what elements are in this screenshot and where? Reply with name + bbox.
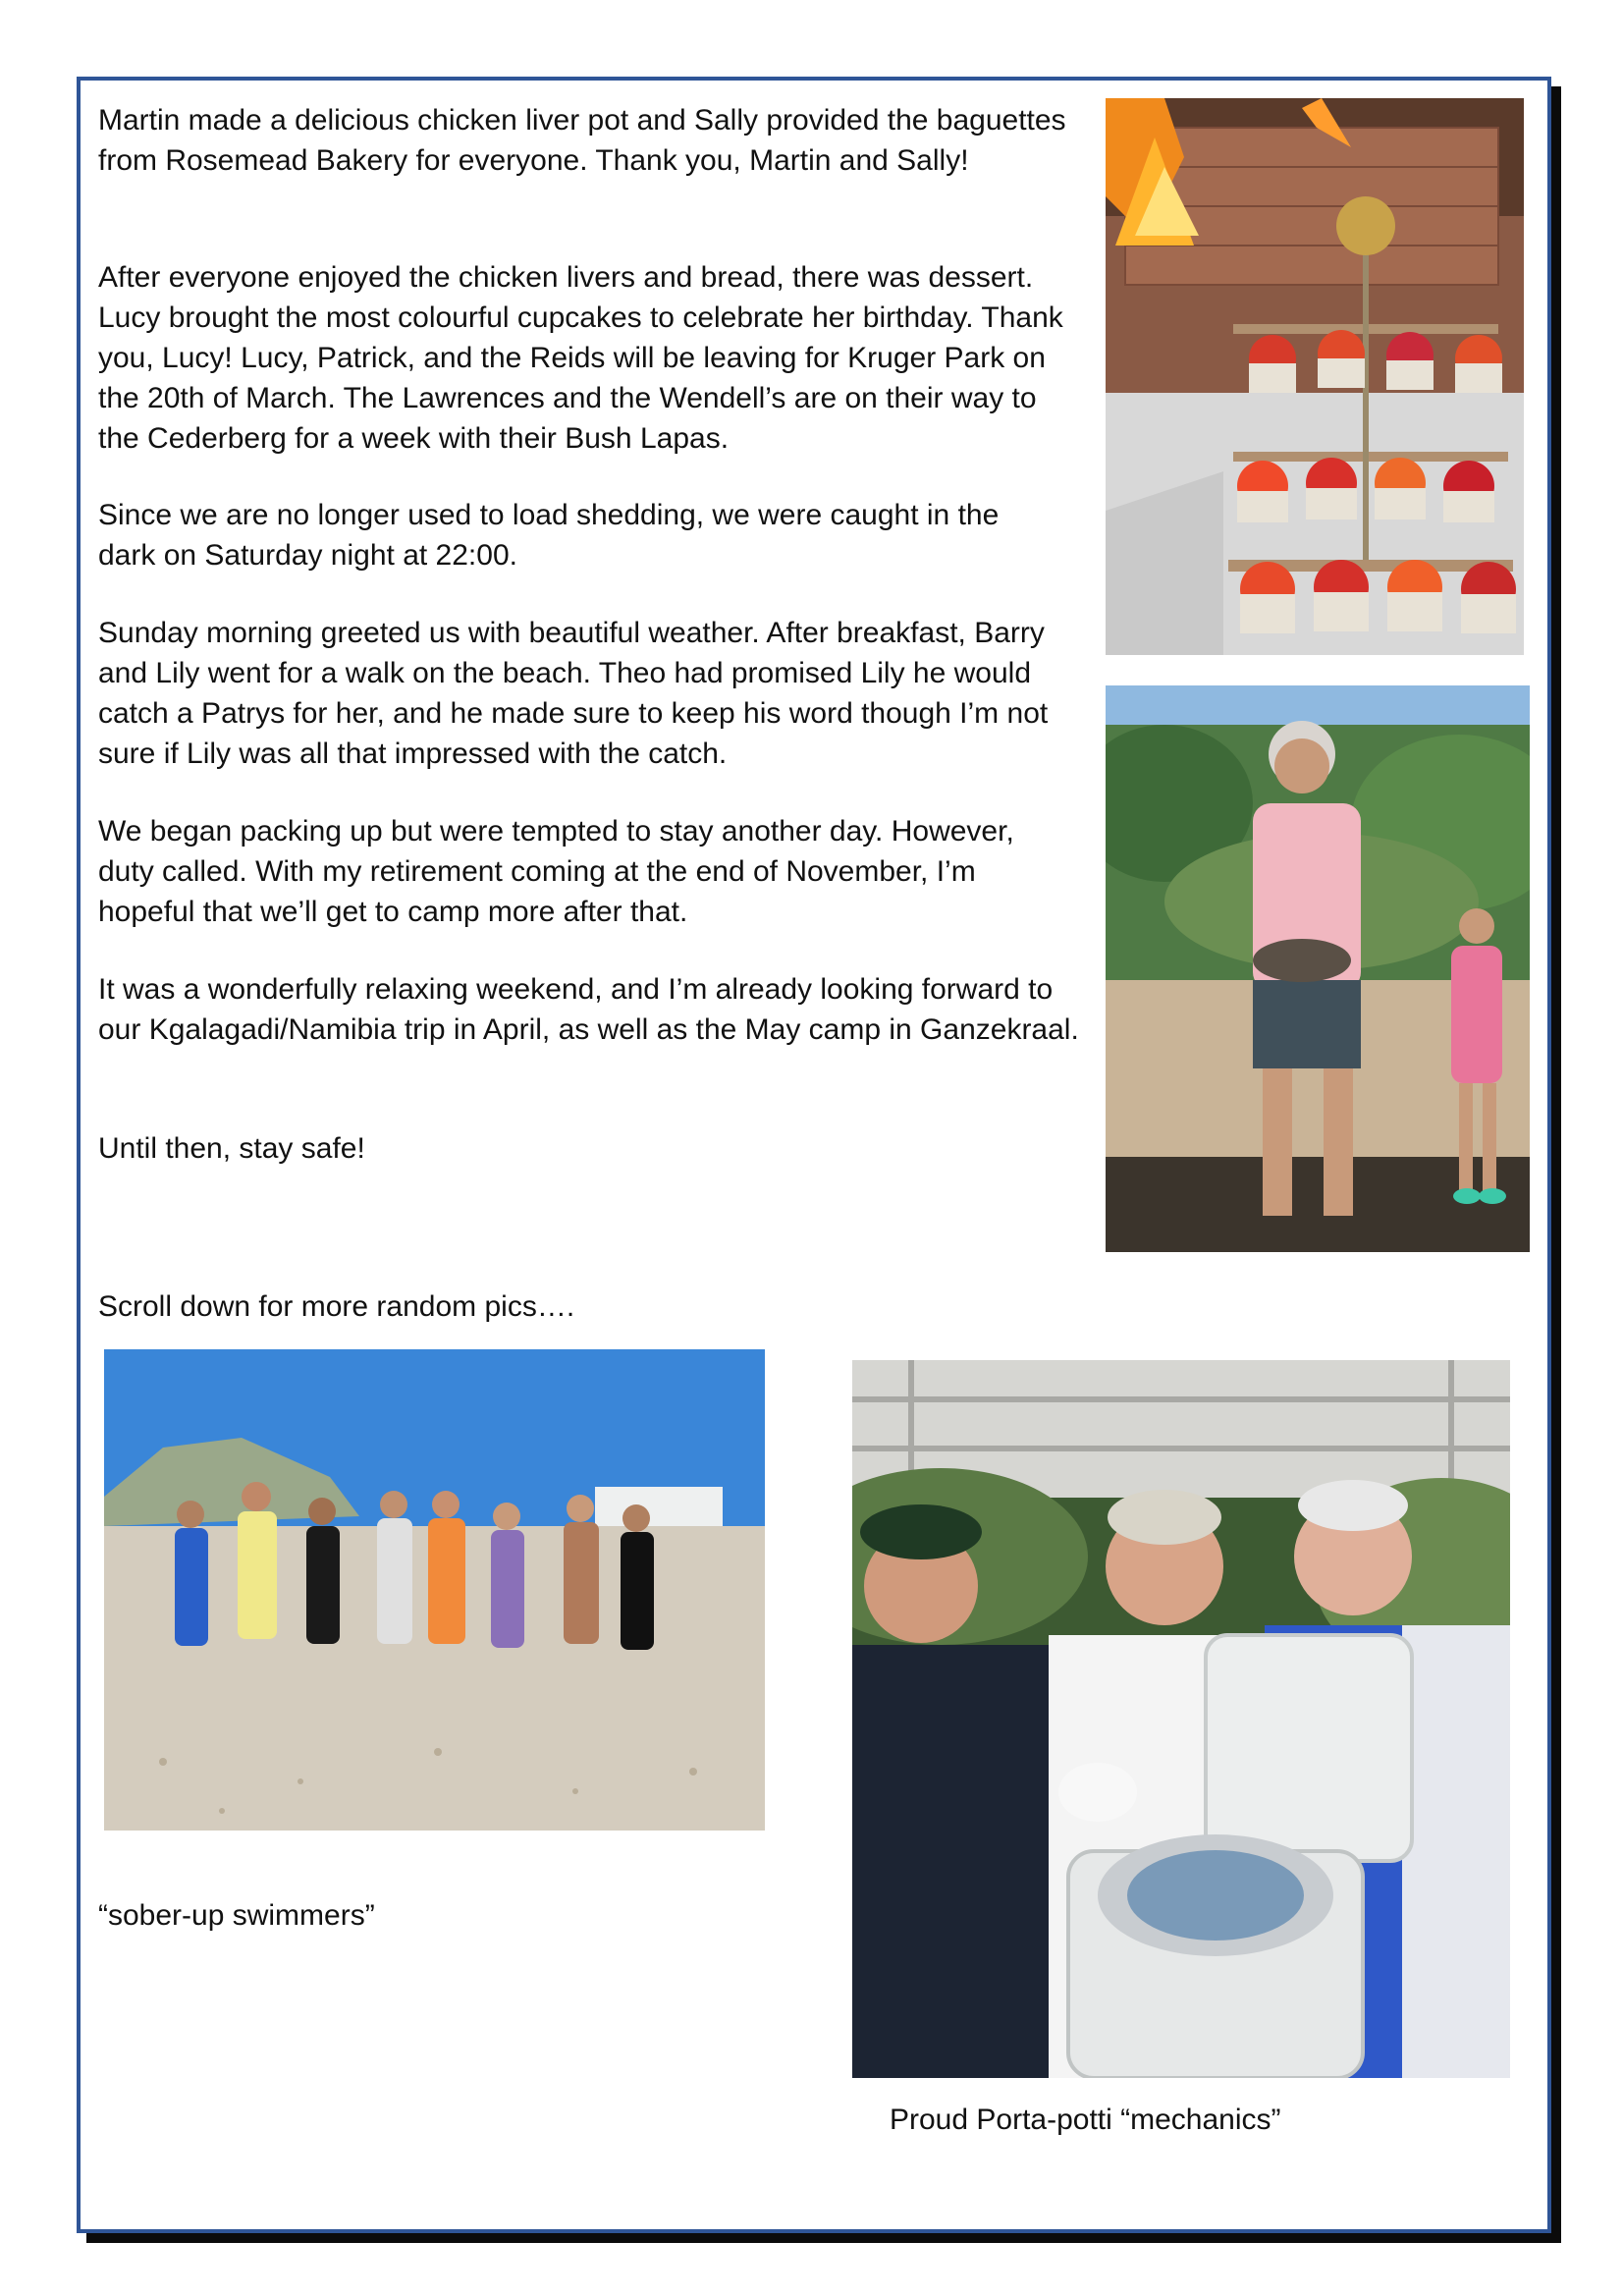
paragraph-packing-up: We began packing up but were tempted to stay another day. However, duty called. With my retirement coming at the end of November, I’m hopeful that we’ll get to camp more after that. xyxy=(98,815,1014,928)
paragraph-stay-safe: Until then, stay safe! xyxy=(98,1132,365,1165)
paragraph-dessert: After everyone enjoyed the chicken livers and bread, there was dessert. Lucy brought the most colourful cupcakes to celebrate her birthday. Thank you, Lucy! Lucy, Patrick, and the Reids will be leaving for Kruger Park on the 20th of March. The Lawrences and the Wendell’s are on their way to the Cederberg for a week with their Bush Lapas. xyxy=(98,261,1063,455)
caption-swimmers: “sober-up swimmers” xyxy=(98,1899,375,1932)
paragraph-relaxing-weekend: It was a wonderfully relaxing weekend, and I’m already looking forward to our Kgalagadi/Namibia trip in April, as well as the May camp in Ganzekraal. xyxy=(98,973,1079,1046)
scroll-note: Scroll down for more random pics…. xyxy=(98,1290,575,1323)
paragraph-chicken-livers: Martin made a delicious chicken liver pot and Sally provided the baguettes from Rosemead Bakery for everyone. Thank you, Martin and Sally! xyxy=(98,104,1066,177)
paragraph-sunday-morning: Sunday morning greeted us with beautiful weather. After breakfast, Barry and Lily went for a walk on the beach. Theo had promised Lily he would catch a Patrys for her, and he made sure to keep his word though I’m not sure if Lily was all that impressed with the catch. xyxy=(98,617,1049,770)
photo-patrys-catch xyxy=(1106,685,1530,1252)
patrys-catch-image xyxy=(1106,685,1530,1252)
swimmers-image xyxy=(104,1349,765,1831)
paragraph-load-shedding: Since we are no longer used to load shedding, we were caught in the dark on Saturday night at 22:00. xyxy=(98,499,1000,572)
cupcakes-image xyxy=(1106,98,1524,655)
photo-swimmers xyxy=(104,1349,765,1831)
photo-cupcakes xyxy=(1106,98,1524,655)
caption-mechanics: Proud Porta-potti “mechanics” xyxy=(890,2104,1281,2136)
photo-mechanics xyxy=(852,1360,1510,2078)
mechanics-image xyxy=(852,1360,1510,2078)
